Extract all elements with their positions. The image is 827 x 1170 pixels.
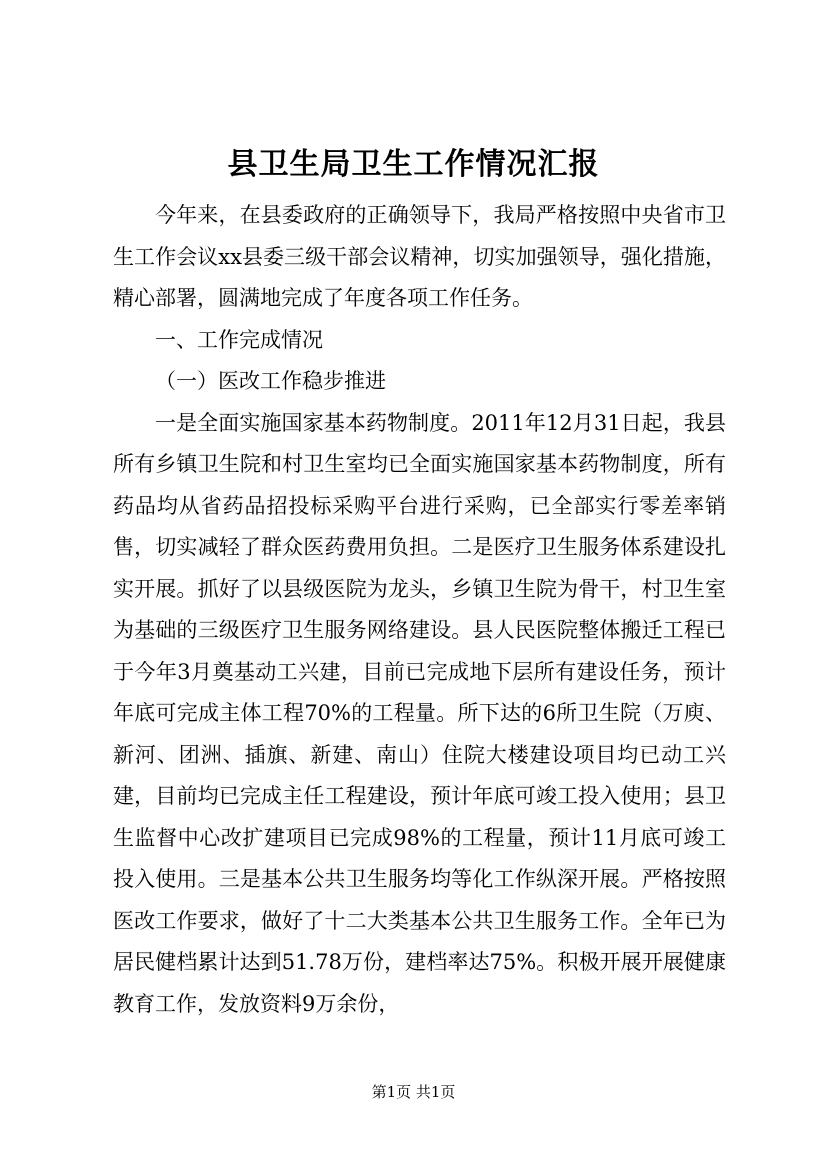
subsection-heading: （一）医改工作稳步推进 — [155, 369, 386, 393]
document-body — [113, 195, 726, 1025]
page-footer: 第1页 共1页 — [371, 1083, 456, 1101]
section-heading: 一、工作完成情况 — [155, 327, 323, 352]
body-paragraph: 一是全面实施国家基本药物制度。2011年12月31日起，我县所有乡镇卫生院和村卫生室均已全面实施国家基本药物制度，所有药品均从省药品招投标采购平台进行采购，已全部实行零差率销售，切实减轻了群众医药费用负担。二是医疗卫生服务体系建设扎实开展。抓好了以县级医院为龙头，乡镇卫生院为骨干，村卫生室为基础的三级医疗卫生服务网络建设。县人民医院整体搬迁工程已于今年3月奠基动工兴建，目前已完成地下层所有建设任务，预计年底可完成主体工程70%的工程量。所下达的6所卫生院（万庾、新河、团洲、插旗、新建、南山）住院大楼建设项目均已动工兴建，目前均已完成主任工程建设，预计年底可竣工投入使用；县卫生监督中心改扩建项目已完成98%的工程量，预计11月底可竣工投入使用。三是基本公共卫生服务均等化工作纵深开展。严格按照医改工作要求，做好了十二大类基本公共卫生服务工作。全年已为居民健档累计达到51.78万份，建档率达75%。积极开展开展健康教育工作，发放资料9万余份， — [113, 410, 726, 1016]
document-title: 县卫生局卫生工作情况汇报 — [227, 147, 600, 182]
intro-paragraph: 今年来，在县委政府的正确领导下，我局严格按照中央省市卫生工作会议xx县委三级干部会议精神，切实加强领导，强化措施，精心部署，圆满地完成了年度各项工作任务。 — [113, 203, 726, 310]
